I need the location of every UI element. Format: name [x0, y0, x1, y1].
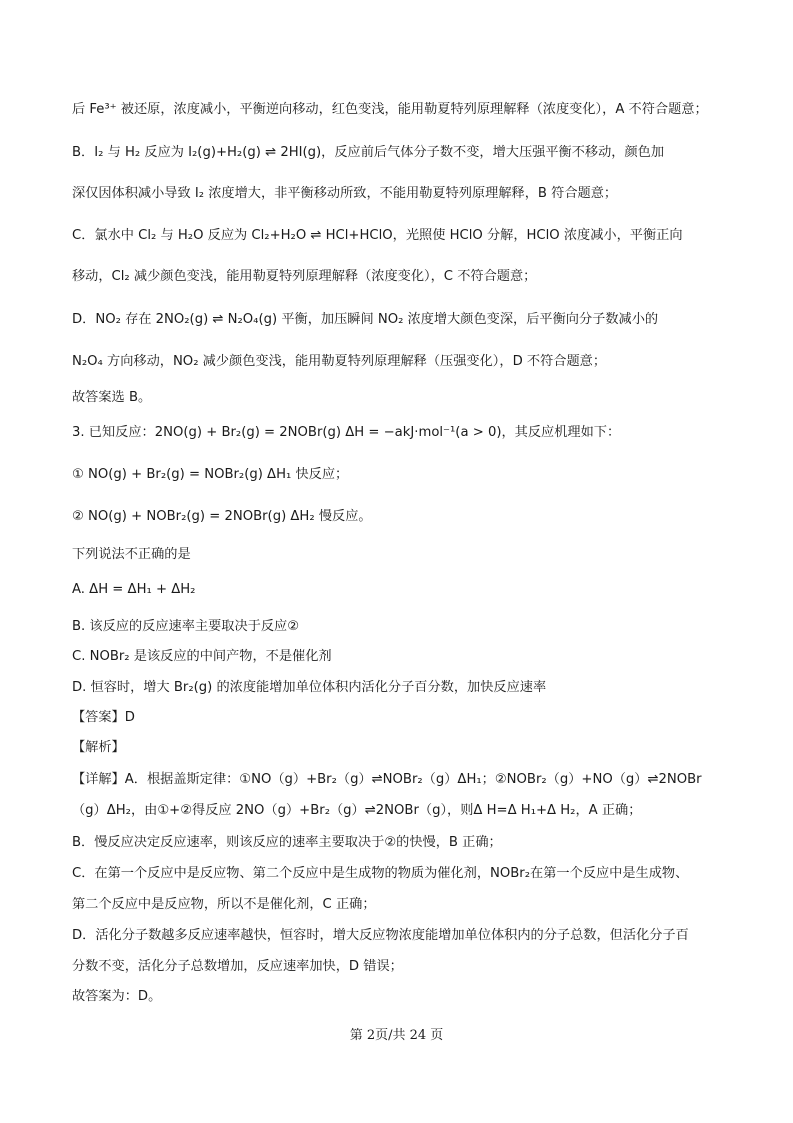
- detail-line-3: B．慢反应决定反应速率，则该反应的速率主要取决于②的快慢，B 正确；: [72, 835, 502, 850]
- option-a: A. ΔH = ΔH₁ + ΔH₂: [72, 582, 196, 597]
- text-line-1: 后 Fe³⁺ 被还原，浓度减小，平衡逆向移动，红色变浅，能用勒夏特列原理解释（浓度变化），A 不符合题意；: [72, 102, 708, 117]
- answer-label: 【答案】D: [72, 710, 135, 725]
- text-line-5: 移动，Cl₂ 减少颜色变浅，能用勒夏特列原理解释（浓度变化），C 不符合题意；: [72, 269, 537, 284]
- detail-line-5: 第二个反应中是反应物，所以不是催化剂，C 正确；: [72, 897, 376, 912]
- option-c: C. NOBr₂ 是该反应的中间产物，不是催化剂: [72, 649, 332, 664]
- mechanism-step-1: ① NO(g) + Br₂(g) = NOBr₂(g) ΔH₁ 快反应；: [72, 467, 349, 482]
- question-3-stem: 3. 已知反应：2NO(g) + Br₂(g) = 2NOBr(g) ΔH = −akJ·mol⁻¹(a > 0)，其反应机理如下：: [72, 425, 621, 440]
- detail-line-7: 分数不变，活化分子总数增加，反应速率加快，D 错误；: [72, 959, 403, 974]
- analysis-label: 【解析】: [72, 740, 125, 755]
- text-line-8: 故答案选 B。: [72, 390, 152, 405]
- question-prompt: 下列说法不正确的是: [72, 547, 191, 562]
- text-line-3: 深仅因体积减小导致 I₂ 浓度增大，非平衡移动所致，不能用勒夏特列原理解释，B 符合题意；: [72, 186, 618, 201]
- detail-line-6: D．活化分子数越多反应速率越快，恒容时，增大反应物浓度能增加单位体积内的分子总数，但活化分子百: [72, 928, 689, 943]
- page-footer: 第 2页/共 24 页: [349, 1028, 444, 1043]
- text-line-7: N₂O₄ 方向移动，NO₂ 减少颜色变浅，能用勒夏特列原理解释（压强变化），D 不符合题意；: [72, 354, 607, 369]
- text-line-6: D．NO₂ 存在 2NO₂(g) ⇌ N₂O₄(g) 平衡，加压瞬间 NO₂ 浓度增大颜色变深，后平衡向分子数减小的: [72, 312, 659, 327]
- option-b: B. 该反应的反应速率主要取决于反应②: [72, 619, 300, 634]
- detail-line-1: 【详解】A．根据盖斯定律：①NO（g）+Br₂（g）⇌NOBr₂（g）ΔH₁；②NOBr₂（g）+NO（g）⇌2NOBr: [72, 772, 702, 787]
- detail-line-2: （g）ΔH₂，由①+②得反应 2NO（g）+Br₂（g）⇌2NOBr（g），则Δ H=Δ H₁+Δ H₂，A 正确；: [72, 803, 642, 818]
- option-d: D. 恒容时，增大 Br₂(g) 的浓度能增加单位体积内活化分子百分数，加快反应速率: [72, 680, 547, 695]
- text-line-4: C．氯水中 Cl₂ 与 H₂O 反应为 Cl₂+H₂O ⇌ HCl+HClO，光照使 HClO 分解，HClO 浓度减小，平衡正向: [72, 228, 683, 243]
- detail-line-4: C．在第一个反应中是反应物、第二个反应中是生成物的物质为催化剂，NOBr₂在第一个反应中是生成物、: [72, 866, 689, 881]
- mechanism-step-2: ② NO(g) + NOBr₂(g) = 2NOBr(g) ΔH₂ 慢反应。: [72, 509, 372, 524]
- text-line-2: B．I₂ 与 H₂ 反应为 I₂(g)+H₂(g) ⇌ 2HI(g)，反应前后气体分子数不变，增大压强平衡不移动，颜色加: [72, 145, 665, 160]
- detail-line-8: 故答案为：D。: [72, 989, 162, 1004]
